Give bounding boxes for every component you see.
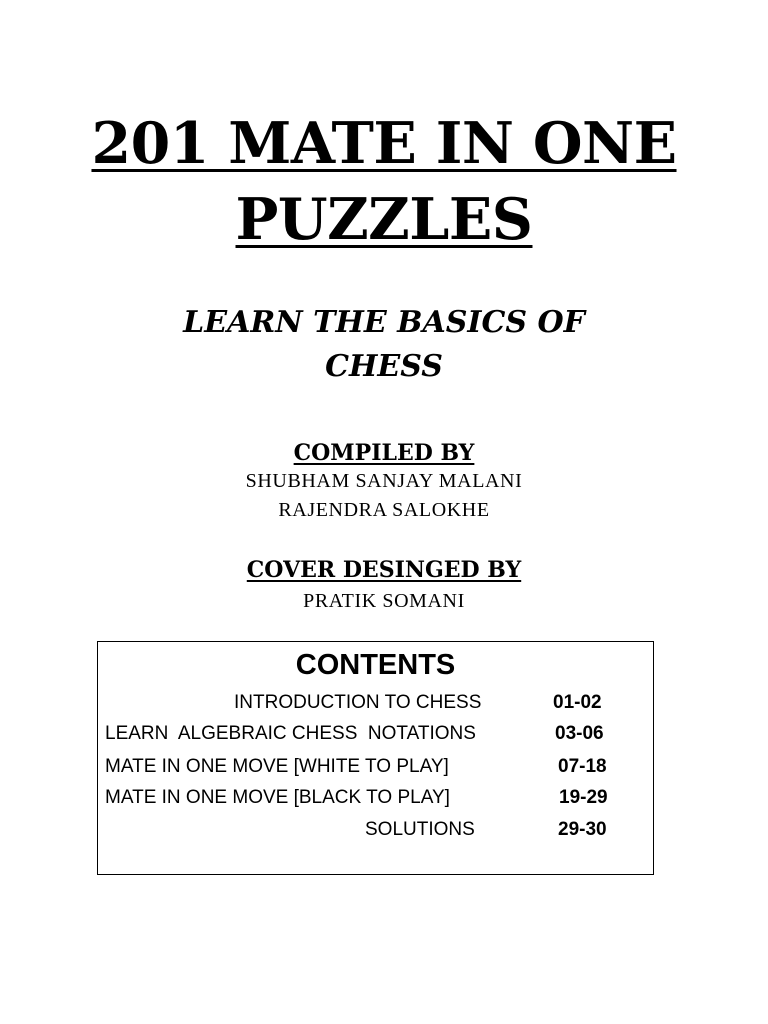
toc-entry-label-notations: LEARN ALGEBRAIC CHESS NOTATIONS bbox=[105, 723, 476, 744]
toc-entry-pages-white-to-play: 07-18 bbox=[558, 756, 607, 777]
toc-entry-pages-introduction: 01-02 bbox=[553, 692, 602, 713]
toc-entry-pages-black-to-play: 19-29 bbox=[559, 787, 608, 808]
toc-entry-label-white-to-play: MATE IN ONE MOVE [WHITE TO PLAY] bbox=[105, 756, 449, 777]
compiled-by-heading: COMPILED BY bbox=[293, 440, 475, 466]
cover-designed-by-heading: COVER DESINGED BY bbox=[246, 557, 522, 583]
title-line-2: PUZZLES bbox=[235, 186, 533, 253]
subtitle-line-1: LEARN THE BASICS OF bbox=[183, 305, 585, 340]
toc-entry-label-black-to-play: MATE IN ONE MOVE [BLACK TO PLAY] bbox=[105, 787, 450, 808]
compiler-name-2: RAJENDRA SALOKHE bbox=[278, 499, 490, 521]
cover-designer-name: PRATIK SOMANI bbox=[303, 590, 465, 612]
toc-entry-pages-solutions: 29-30 bbox=[558, 819, 607, 840]
contents-heading: CONTENTS bbox=[295, 649, 456, 681]
compiler-name-1: SHUBHAM SANJAY MALANI bbox=[245, 470, 523, 492]
subtitle-line-2: CHESS bbox=[325, 349, 443, 384]
toc-entry-label-introduction: INTRODUCTION TO CHESS bbox=[234, 692, 482, 713]
contents-box bbox=[97, 641, 654, 875]
title-line-1: 201 MATE IN ONE bbox=[91, 110, 677, 177]
toc-entry-pages-notations: 03-06 bbox=[555, 723, 604, 744]
toc-entry-label-solutions: SOLUTIONS bbox=[365, 819, 475, 840]
